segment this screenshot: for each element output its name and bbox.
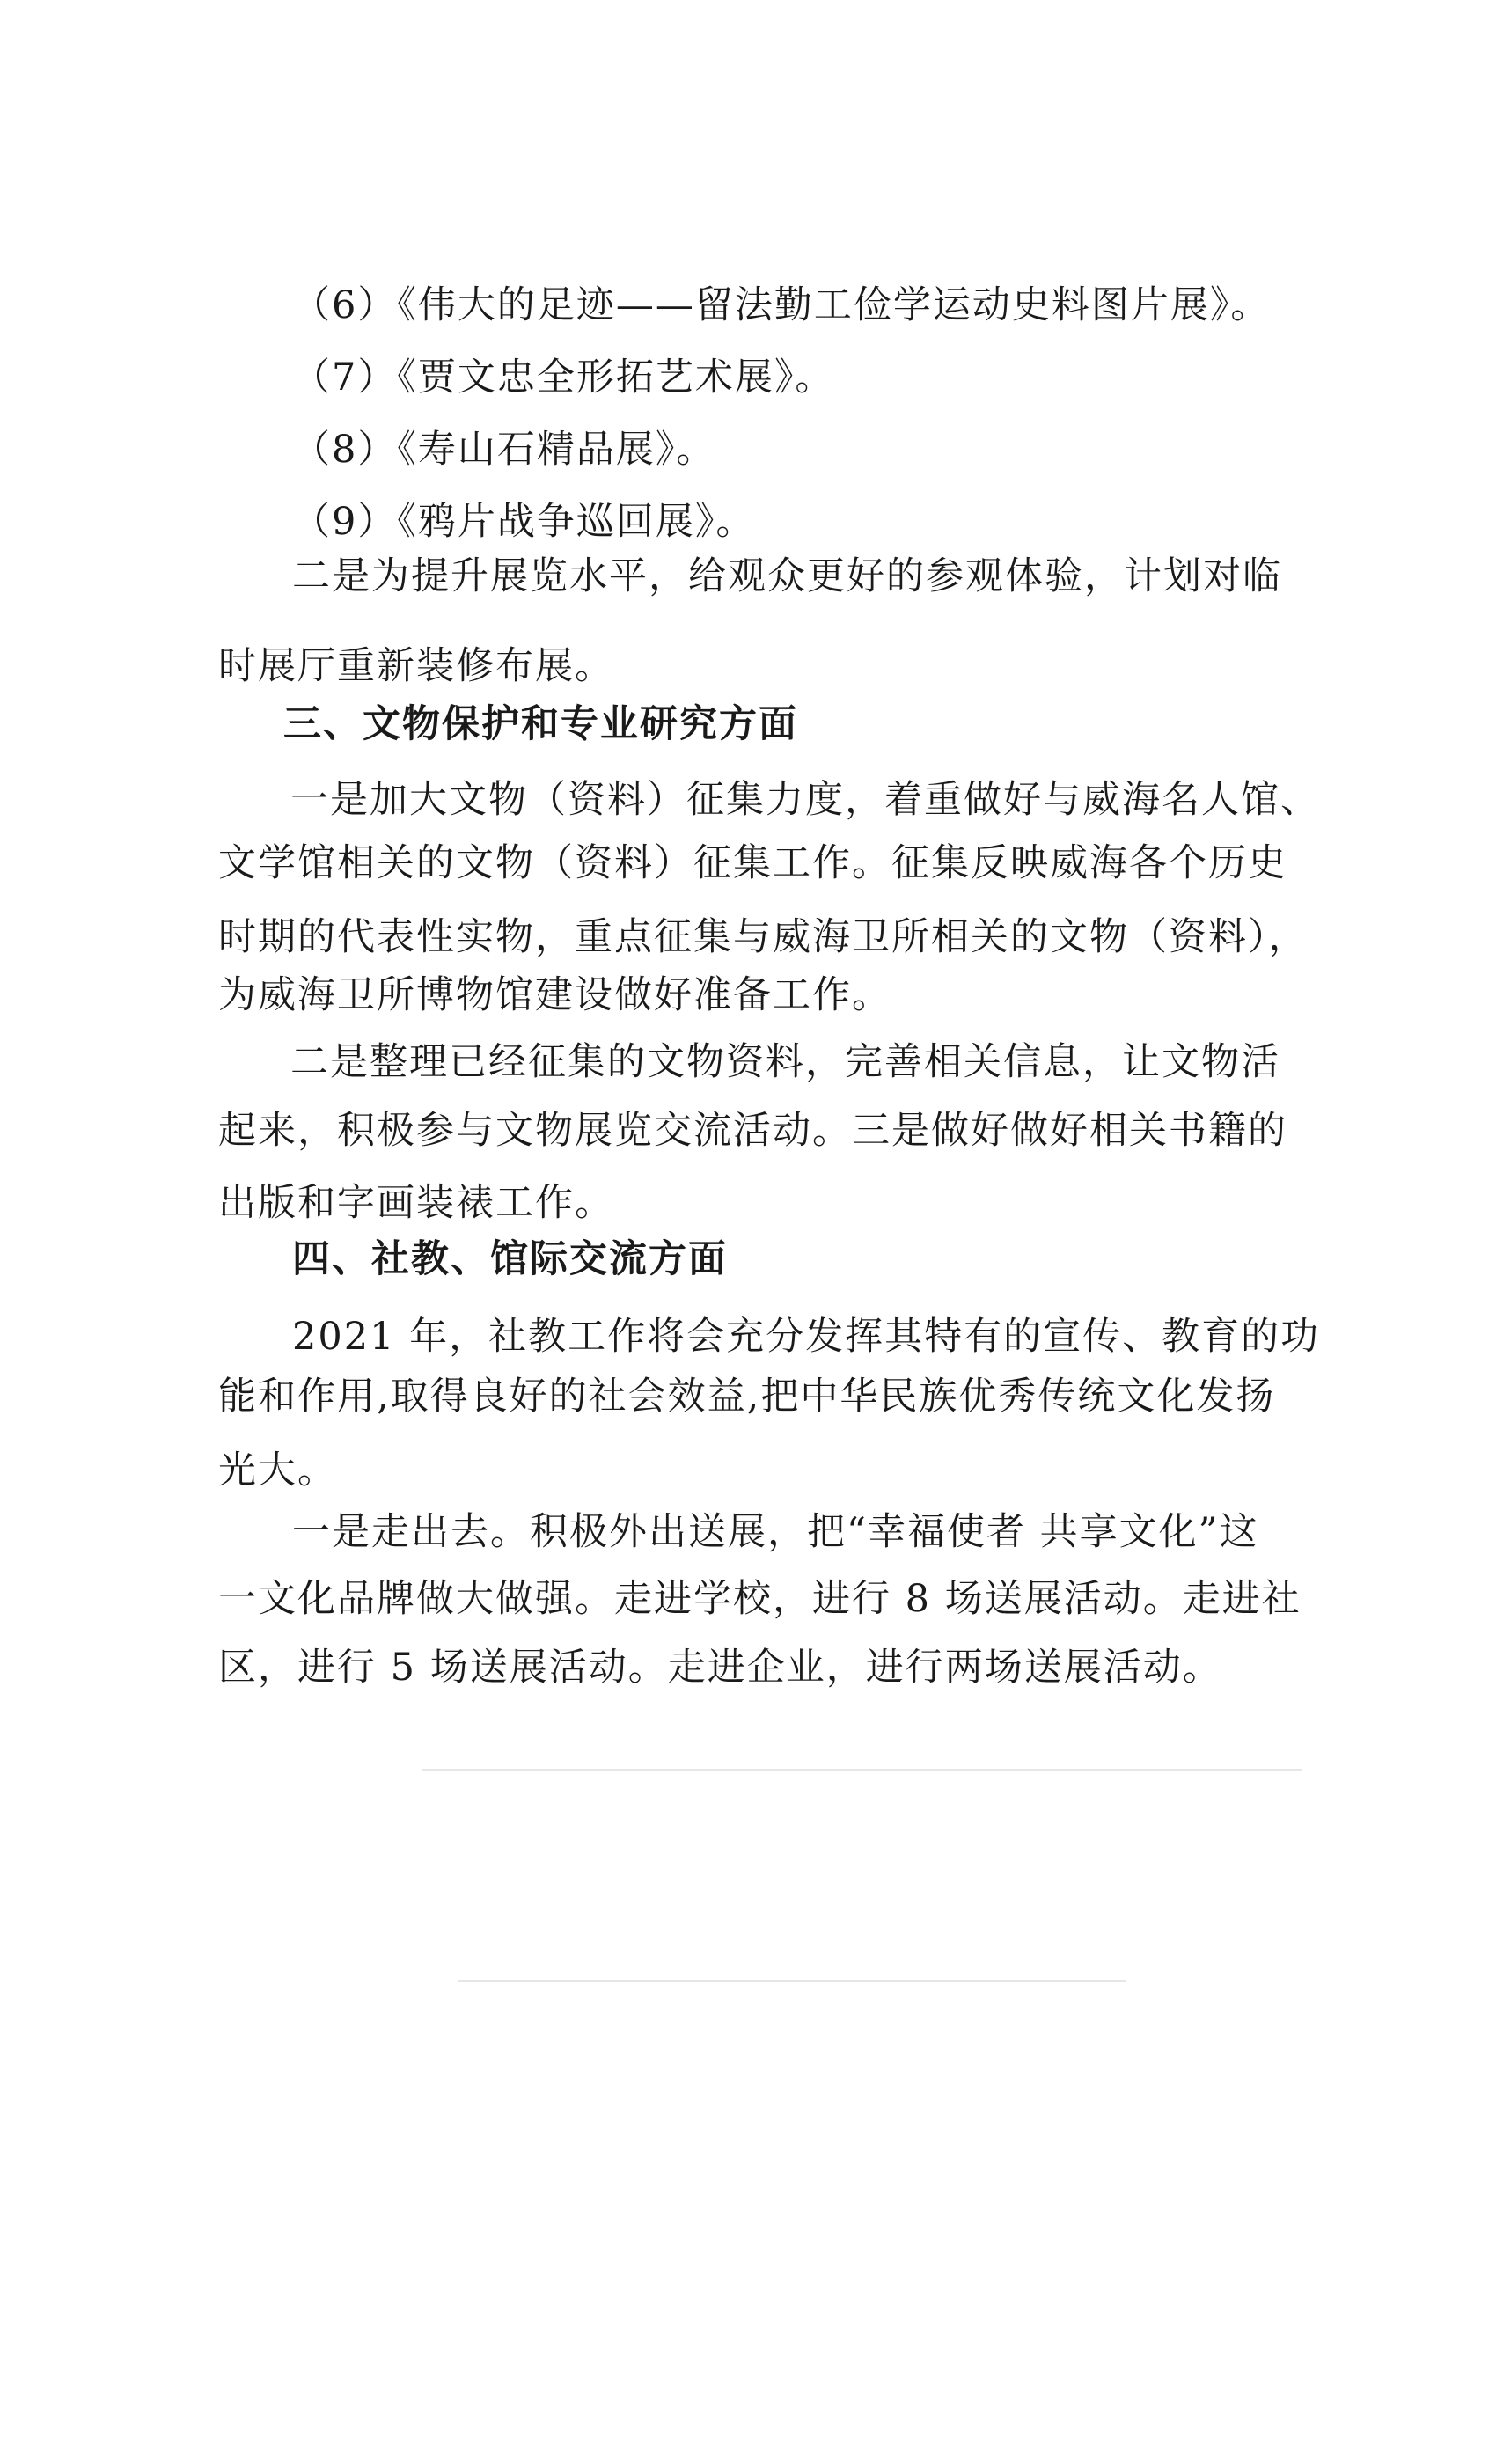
list-item-8: （8）《寿山石精品展》。 bbox=[292, 428, 716, 472]
paragraph-line: 二是为提升展览水平，给观众更好的参观体验，计划对临 bbox=[292, 554, 1282, 598]
list-item-6: （6）《伟大的足迹——留法勤工俭学运动史料图片展》。 bbox=[292, 283, 1271, 327]
scan-artifact bbox=[458, 1980, 1126, 1982]
paragraph-line: 区，进行 5 场送展活动。走进企业，进行两场送展活动。 bbox=[218, 1646, 1222, 1690]
paragraph-line: 一是加大文物（资料）征集力度，着重做好与威海名人馆、 bbox=[290, 778, 1320, 822]
section-heading-3: 三、文物保护和专业研究方面 bbox=[283, 702, 798, 746]
paragraph-line: 能和作用,取得良好的社会效益,把中华民族优秀传统文化发扬 bbox=[218, 1375, 1276, 1419]
scan-artifact bbox=[422, 1769, 1302, 1771]
paragraph-line: 起来，积极参与文物展览交流活动。三是做好做好相关书籍的 bbox=[218, 1109, 1287, 1153]
paragraph-line: 一文化品牌做大做强。走进学校，进行 8 场送展活动。走进社 bbox=[218, 1577, 1302, 1621]
list-item-9: （9）《鸦片战争巡回展》。 bbox=[292, 500, 756, 544]
paragraph-line: 时展厅重新装修布展。 bbox=[218, 644, 614, 688]
paragraph-line: 为威海卫所博物馆建设做好准备工作。 bbox=[218, 973, 891, 1017]
paragraph-line: 出版和字画装裱工作。 bbox=[218, 1181, 614, 1225]
section-heading-4: 四、社教、馆际交流方面 bbox=[292, 1237, 728, 1281]
paragraph-line: 文学馆相关的文物（资料）征集工作。征集反映威海各个历史 bbox=[218, 841, 1287, 885]
list-item-7: （7）《贾文忠全形拓艺术展》。 bbox=[292, 356, 835, 400]
paragraph-line: 2021 年，社教工作将会充分发挥其特有的宣传、教育的功 bbox=[292, 1315, 1321, 1359]
paragraph-line: 二是整理已经征集的文物资料，完善相关信息，让文物活 bbox=[290, 1040, 1280, 1084]
paragraph-line: 光大。 bbox=[218, 1448, 337, 1492]
paragraph-line: 一是走出去。积极外出送展，把“幸福使者 共享文化”这 bbox=[292, 1510, 1259, 1554]
paragraph-line: 时期的代表性实物，重点征集与威海卫所相关的文物（资料）， bbox=[218, 915, 1309, 959]
